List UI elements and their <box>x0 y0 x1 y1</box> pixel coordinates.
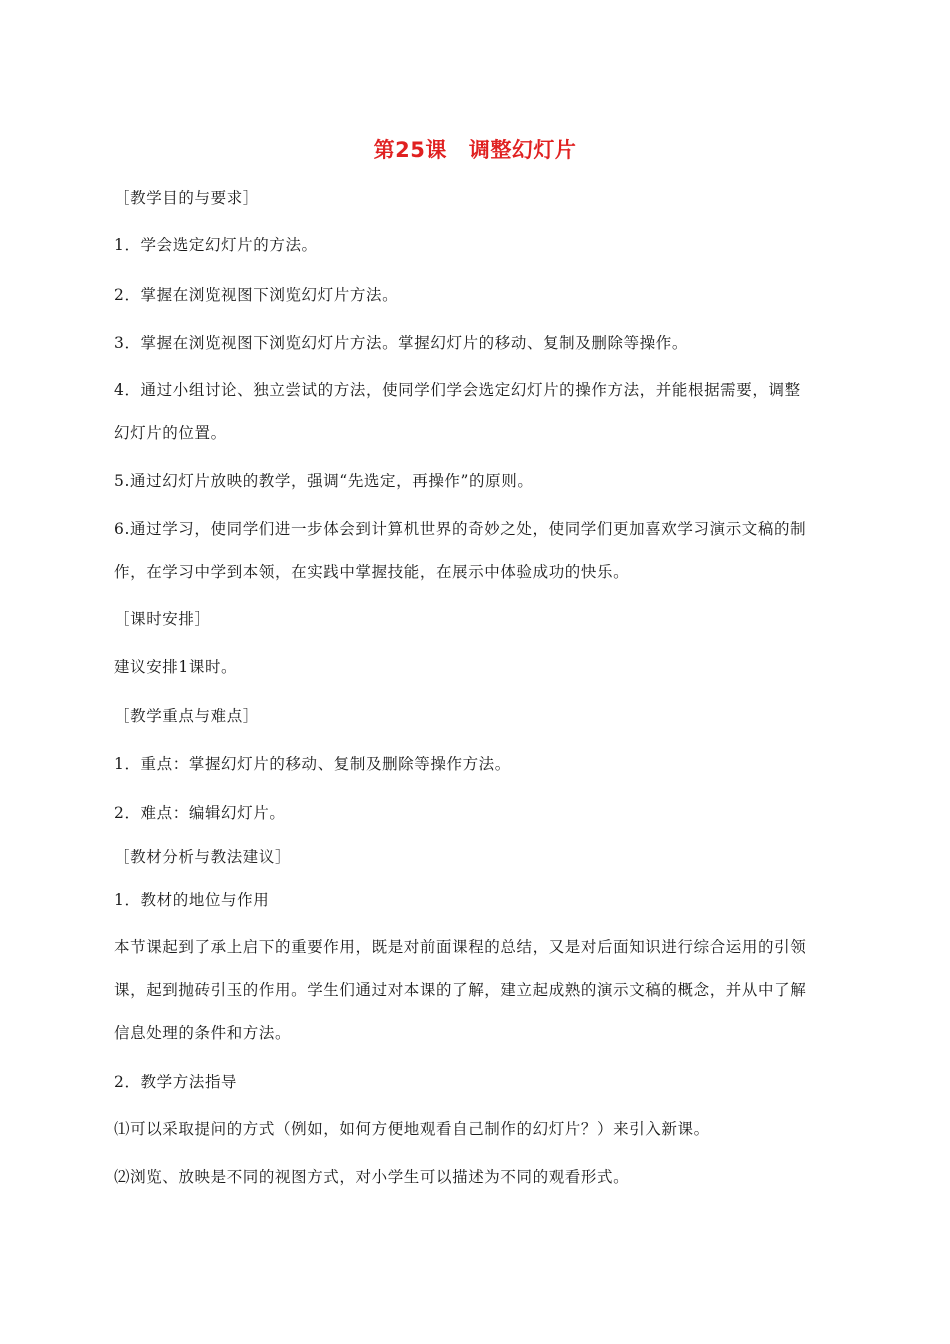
keypoint-item-1: 1．重点：掌握幻灯片的移动、复制及删除等操作方法。 <box>114 755 511 773</box>
keypoint-item-2: 2．难点：编辑幻灯片。 <box>114 804 286 822</box>
analysis-paragraph-1-line-1: 本节课起到了承上启下的重要作用，既是对前面课程的总结，又是对后面知识进行综合运用的引领 <box>114 938 807 956</box>
analysis-paragraph-1-line-2: 课，起到抛砖引玉的作用。学生们通过对本课的了解，建立起成熟的演示文稿的概念，并从中了解 <box>114 981 807 999</box>
section-header-analysis: ［教材分析与教法建议］ <box>114 848 292 866</box>
goal-item-4-line-1: 4．通过小组讨论、独立尝试的方法，使同学们学会选定幻灯片的操作方法，并能根据需要，调整 <box>114 381 801 399</box>
section-header-keypoints: ［教学重点与难点］ <box>114 707 259 725</box>
analysis-subtitle-2: 2．教学方法指导 <box>114 1073 238 1091</box>
page-title <box>0 134 950 164</box>
section-header-schedule: ［课时安排］ <box>114 610 211 628</box>
goal-item-1: 1．学会选定幻灯片的方法。 <box>114 236 318 254</box>
goal-item-3: 3．掌握在浏览视图下浏览幻灯片方法。掌握幻灯片的移动、复制及删除等操作。 <box>114 334 688 352</box>
goal-item-6-line-2: 作，在学习中学到本领，在实践中掌握技能，在展示中体验成功的快乐。 <box>114 563 630 581</box>
goal-item-2: 2．掌握在浏览视图下浏览幻灯片方法。 <box>114 286 399 304</box>
method-item-1: ⑴可以采取提问的方式（例如，如何方便地观看自己制作的幻灯片？）来引入新课。 <box>114 1120 710 1138</box>
goal-item-6-line-1: 6.通过学习，使同学们进一步体会到计算机世界的奇妙之处，使同学们更加喜欢学习演示文稿的制 <box>114 520 807 538</box>
goal-item-4 <box>114 369 840 455</box>
analysis-paragraph-1 <box>114 926 840 1055</box>
method-item-2: ⑵浏览、放映是不同的视图方式，对小学生可以描述为不同的观看形式。 <box>114 1168 630 1186</box>
section-header-goals: ［教学目的与要求］ <box>114 189 259 207</box>
lesson-number: 第25课 <box>373 138 447 162</box>
analysis-paragraph-1-line-3: 信息处理的条件和方法。 <box>114 1024 292 1042</box>
lesson-name: 调整幻灯片 <box>468 138 577 162</box>
schedule-text: 建议安排1课时。 <box>114 658 238 676</box>
goal-item-5: 5.通过幻灯片放映的教学，强调“先选定，再操作”的原则。 <box>114 472 534 490</box>
goal-item-4-line-2: 幻灯片的位置。 <box>114 424 227 442</box>
analysis-subtitle-1: 1．教材的地位与作用 <box>114 891 270 909</box>
goal-item-6 <box>114 508 840 594</box>
